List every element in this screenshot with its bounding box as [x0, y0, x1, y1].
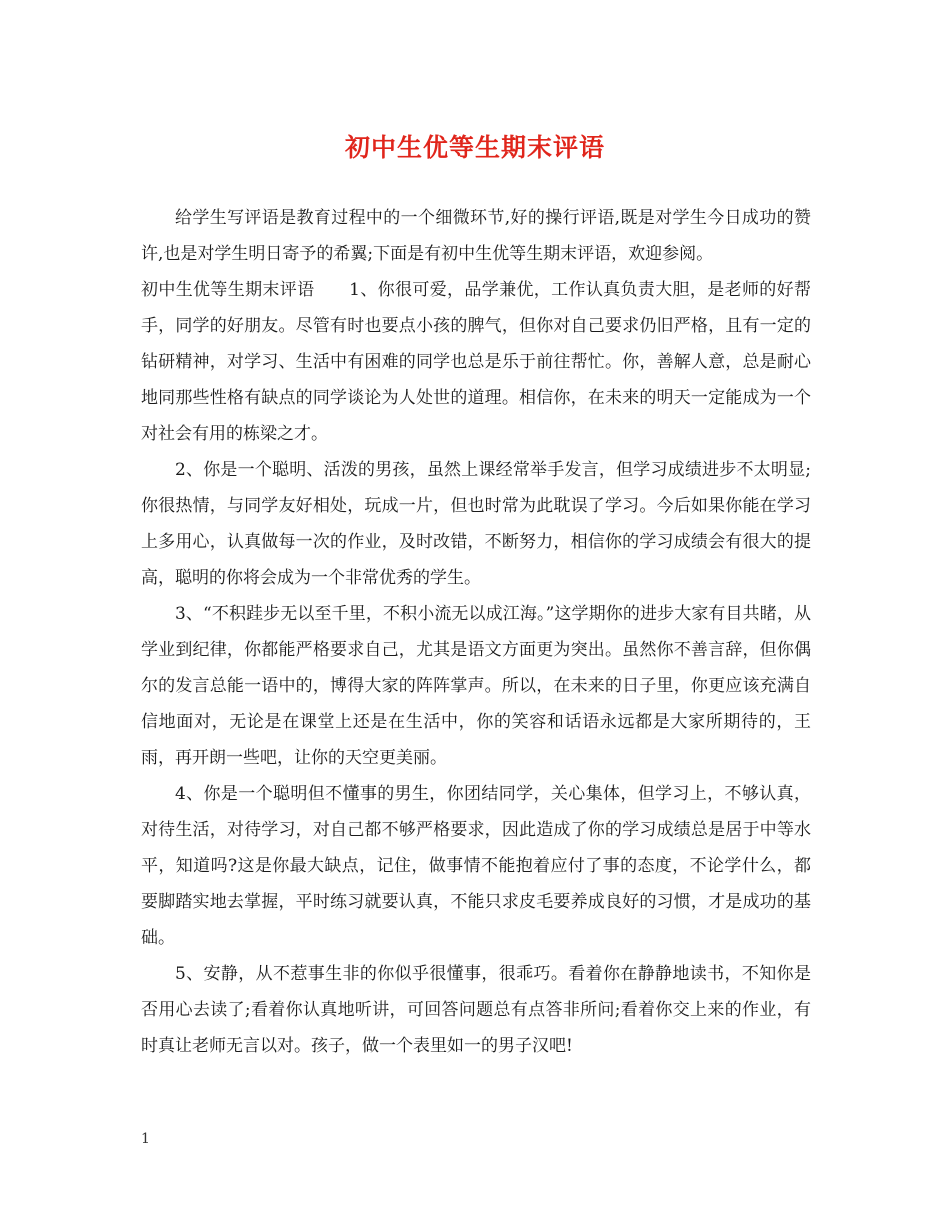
- document-title: 初中生优等生期末评语: [344, 133, 605, 162]
- comment-paragraph-3: 3、“不积跬步无以至千里，不积小流无以成江海。”这学期你的进步大家有目共睹，从学业到纪律，你都能严格要求自己，尤其是语文方面更为突出。虽然你不善言辞，但你偶尔的发言总能一语中的，博得大家的阵阵掌声。所以，在未来的日子里，你更应该充满自信地面对，无论是在课堂上还是在生活中，你的笑容和话语永远都是大家所期待的，王雨，再开朗一些吧，让你的天空更美丽。: [141, 604, 811, 768]
- comment-paragraph-2: 2、你是一个聪明、活泼的男孩，虽然上课经常举手发言，但学习成绩进步不太明显;你很热情，与同学友好相处，玩成一片，但也时常为此耽误了学习。今后如果你能在学习上多用心，认真做每一次的作业，及时改错，不断努力，相信你的学习成绩会有很大的提高，聪明的你将会成为一个非常优秀的学生。: [141, 460, 811, 588]
- page-number: 1: [141, 1131, 150, 1147]
- intro-paragraph: 给学生写评语是教育过程中的一个细微环节,好的操行评语,既是对学生今日成功的赞许,也是对学生明日寄予的希翼;下面是有初中生优等生期末评语，欢迎参阅。: [141, 208, 811, 264]
- comment-paragraph-4: 4、你是一个聪明但不懂事的男生，你团结同学，关心集体，但学习上，不够认真，对待生活，对待学习，对自己都不够严格要求，因此造成了你的学习成绩总是居于中等水平，知道吗?这是你最大缺点，记住，做事情不能抱着应付了事的态度，不论学什么，都要脚踏实地去掌握，平时练习就要认真，不能只求皮毛要养成良好的习惯，才是成功的基础。: [141, 784, 811, 948]
- comment-paragraph-5: 5、安静，从不惹事生非的你似乎很懂事，很乖巧。看着你在静静地读书，不知你是否用心去读了;看着你认真地听讲，可回答问题总有点答非所问;看着你交上来的作业，有时真让老师无言以对。孩子，做一个表里如一的男子汉吧!: [141, 964, 811, 1056]
- comment-paragraph-1: 初中生优等生期末评语 1、你很可爱，品学兼优，工作认真负责大胆，是老师的好帮手，同学的好朋友。尽管有时也要点小孩的脾气，但你对自己要求仍旧严格，且有一定的钻研精神，对学习、生活中有困难的同学也总是乐于前往帮忙。你，善解人意，总是耐心地同那些性格有缺点的同学谈论为人处世的道理。相信你，在未来的明天一定能成为一个对社会有用的栋梁之才。: [141, 280, 811, 444]
- document-body: [141, 200, 811, 1064]
